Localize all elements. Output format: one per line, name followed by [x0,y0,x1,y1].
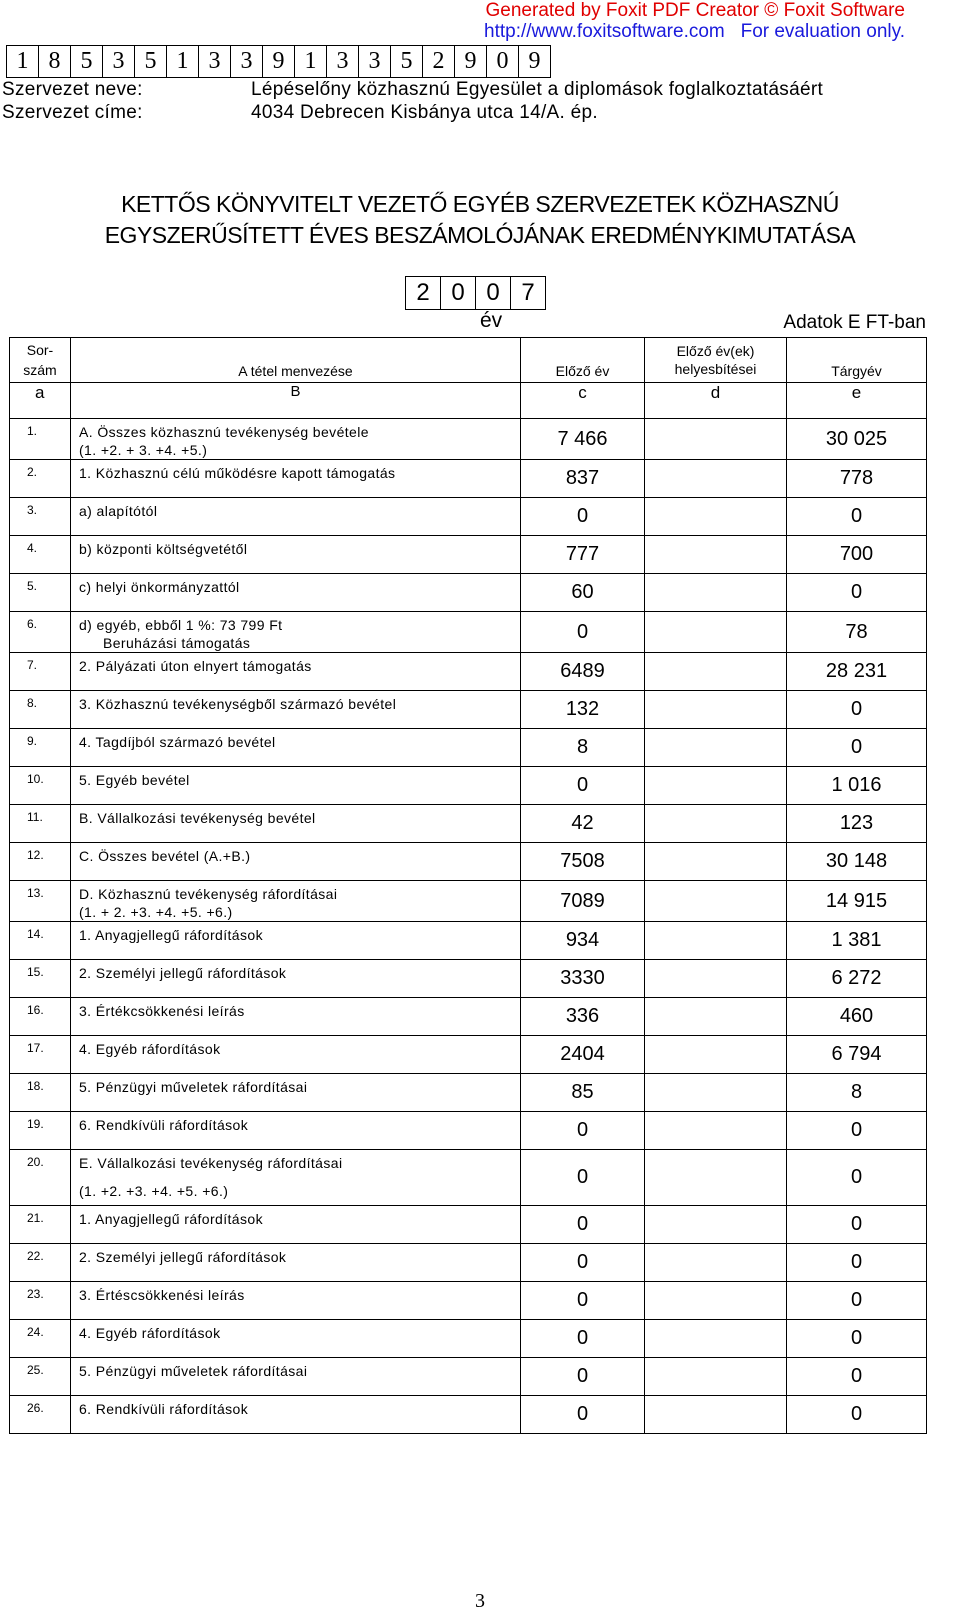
row-correction [645,1320,787,1358]
tax-id-digit: 5 [390,45,423,78]
table-row [10,612,927,653]
row-label [71,1396,521,1434]
row-label-line-1: 2. Személyi jellegű ráfordítások [79,1249,287,1265]
row-label-line-1: 2. Személyi jellegű ráfordítások [79,965,287,981]
row-prev-year: 336 [521,998,645,1036]
org-name-label: Szervezet neve: [2,79,143,100]
row-label-line-2: (1. +2. +3. +4. +5. +6.) [79,1183,229,1199]
row-correction [645,881,787,922]
row-label-line-2: Beruházási támogatás [103,635,251,651]
tax-id-digit: 9 [262,45,295,78]
row-number: 2. [10,460,71,498]
row-label [71,574,521,612]
row-correction [645,960,787,998]
header-prev-text: Előző év [555,363,610,379]
row-label [71,1036,521,1074]
watermark-line-1: Generated by Foxit PDF Creator © Foxit Software [485,0,905,21]
row-correction [645,1396,787,1434]
col-letter-d: d [645,383,787,419]
row-label-line-1: c) helyi önkormányzattól [79,579,240,595]
tax-id-digit: 1 [294,45,327,78]
row-label [71,653,521,691]
report-title-line-1: KETTŐS KÖNYVITELT VEZETŐ EGYÉB SZERVEZETEK KÖZHASZNÚ [121,191,839,217]
row-correction [645,1206,787,1244]
row-label-line-1: 3. Közhasznú tevékenységből származó bevétel [79,696,397,712]
row-label-line-1: 4. Egyéb ráfordítások [79,1325,221,1341]
row-label-line-1: 3. Értékcsökkenési leírás [79,1003,245,1019]
row-label [71,729,521,767]
row-label-line-1: 1. Közhasznú célú működésre kapott támogatás [79,465,396,481]
row-label [71,1150,521,1206]
row-current-year: 0 [787,1320,927,1358]
row-prev-year: 0 [521,767,645,805]
col-letter-c: c [521,383,645,419]
col-letter-a: a [10,383,71,419]
tax-id-digit: 3 [230,45,263,78]
tax-id-digit: 9 [454,45,487,78]
row-prev-year: 2404 [521,1036,645,1074]
tax-id-digit: 3 [198,45,231,78]
row-number: 25. [10,1358,71,1396]
row-number: 10. [10,767,71,805]
row-label-line-1: 5. Egyéb bevétel [79,772,190,788]
year-digit: 2 [405,276,441,310]
row-prev-year: 0 [521,1150,645,1206]
table-row [10,843,927,881]
table-row [10,805,927,843]
row-number: 11. [10,805,71,843]
row-label [71,612,521,653]
report-title-line-2: EGYSZERŰSÍTETT ÉVES BESZÁMOLÓJÁNAK EREDMÉNYKIMUTATÁSA [104,222,856,248]
table-row [10,1112,927,1150]
row-correction [645,653,787,691]
row-label-line-1: 6. Rendkívüli ráfordítások [79,1117,249,1133]
report-title [0,189,960,251]
tax-id-digit: 2 [422,45,455,78]
row-correction [645,922,787,960]
row-label-line-1: 4. Egyéb ráfordítások [79,1041,221,1057]
row-number: 5. [10,574,71,612]
row-number: 1. [10,419,71,460]
row-number: 24. [10,1320,71,1358]
year-digit: 0 [440,276,476,310]
row-current-year: 700 [787,536,927,574]
row-label [71,1112,521,1150]
row-prev-year: 934 [521,922,645,960]
row-correction [645,1074,787,1112]
row-number: 8. [10,691,71,729]
table-row [10,1036,927,1074]
row-prev-year: 6489 [521,653,645,691]
year-boxes [406,276,546,310]
table-row [10,1150,927,1206]
row-label [71,843,521,881]
row-current-year: 0 [787,1150,927,1206]
row-current-year: 1 016 [787,767,927,805]
row-label [71,1282,521,1320]
row-label [71,460,521,498]
table-row [10,691,927,729]
row-current-year: 0 [787,1358,927,1396]
row-prev-year: 0 [521,612,645,653]
row-prev-year: 0 [521,498,645,536]
row-number: 16. [10,998,71,1036]
row-label-line-2: (1. +2. + 3. +4. +5.) [79,442,208,458]
header-corr-text: Előző év(ek) helyesbítései [674,343,757,377]
row-number: 15. [10,960,71,998]
row-current-year: 0 [787,691,927,729]
row-current-year: 8 [787,1074,927,1112]
row-label [71,419,521,460]
unit-label: Adatok E FT-ban [783,312,926,333]
row-label [71,805,521,843]
year-digit: 0 [475,276,511,310]
tax-id-digit: 3 [326,45,359,78]
tax-id-digit: 0 [486,45,519,78]
table-row [10,574,927,612]
row-label-line-1: 4. Tagdíjból származó bevétel [79,734,276,750]
header-prev [521,338,645,383]
row-label-line-1: 1. Anyagjellegű ráfordítások [79,927,263,943]
row-number: 22. [10,1244,71,1282]
row-label [71,881,521,922]
row-number: 7. [10,653,71,691]
row-correction [645,998,787,1036]
row-number: 14. [10,922,71,960]
row-label-line-1: b) központi költségvetétől [79,541,248,557]
table-row [10,998,927,1036]
row-prev-year: 0 [521,1396,645,1434]
row-label [71,922,521,960]
tax-id-digit: 3 [102,45,135,78]
row-correction [645,843,787,881]
tax-id-digit: 5 [70,45,103,78]
row-prev-year: 7089 [521,881,645,922]
row-current-year: 0 [787,1244,927,1282]
row-label [71,1206,521,1244]
row-correction [645,1036,787,1074]
row-prev-year: 0 [521,1320,645,1358]
header-curr-text: Tárgyév [831,363,882,379]
row-current-year: 30 148 [787,843,927,881]
row-label-line-1: B. Vállalkozási tevékenység bevétel [79,810,316,826]
page-number: 3 [475,1590,485,1612]
row-prev-year: 0 [521,1112,645,1150]
row-current-year: 0 [787,574,927,612]
header-sorszam [10,338,71,383]
row-number: 17. [10,1036,71,1074]
org-address-value: 4034 Debrecen Kisbánya utca 14/A. ép. [251,102,598,123]
row-label-line-1: 6. Rendkívüli ráfordítások [79,1401,249,1417]
row-number: 13. [10,881,71,922]
row-label-line-1: 5. Pénzügyi műveletek ráfordításai [79,1363,308,1379]
row-label-line-1: A. Összes közhasznú tevékenység bevétele [79,424,369,440]
table-row [10,1396,927,1434]
row-prev-year: 132 [521,691,645,729]
table-row [10,1074,927,1112]
row-current-year: 0 [787,1282,927,1320]
tax-id-digit: 5 [134,45,167,78]
row-prev-year: 42 [521,805,645,843]
row-prev-year: 777 [521,536,645,574]
table-row [10,498,927,536]
row-label [71,1320,521,1358]
table-row [10,767,927,805]
table-row [10,419,927,460]
row-number: 20. [10,1150,71,1206]
income-statement-table [9,337,927,1434]
watermark-line-2: http://www.foxitsoftware.com For evaluation only. [484,21,905,42]
row-correction [645,574,787,612]
table-row [10,922,927,960]
year-digit: 7 [510,276,546,310]
row-current-year: 778 [787,460,927,498]
row-label [71,691,521,729]
row-correction [645,1282,787,1320]
row-prev-year: 60 [521,574,645,612]
row-current-year: 14 915 [787,881,927,922]
header-row [10,338,927,383]
row-correction [645,419,787,460]
row-label-line-1: 5. Pénzügyi műveletek ráfordításai [79,1079,308,1095]
table-row [10,1282,927,1320]
row-current-year: 6 794 [787,1036,927,1074]
row-label [71,960,521,998]
row-number: 12. [10,843,71,881]
row-label [71,767,521,805]
row-label-line-1: d) egyéb, ebből 1 %: 73 799 Ft [79,617,283,633]
row-current-year: 0 [787,498,927,536]
row-label-line-1: C. Összes bevétel (A.+B.) [79,848,251,864]
row-current-year: 0 [787,729,927,767]
row-label-line-1: a) alapítótól [79,503,158,519]
tax-id-digit: 1 [166,45,199,78]
table-row [10,1358,927,1396]
row-current-year: 1 381 [787,922,927,960]
row-number: 26. [10,1396,71,1434]
row-correction [645,1244,787,1282]
row-prev-year: 3330 [521,960,645,998]
row-number: 21. [10,1206,71,1244]
col-letter-b: B [71,383,521,419]
row-correction [645,1358,787,1396]
table-row [10,1320,927,1358]
org-name-value: Lépéselőny közhasznú Egyesület a diplomások foglalkoztatásáért [251,79,824,100]
row-current-year: 0 [787,1396,927,1434]
table-row [10,536,927,574]
tax-id-digit: 3 [358,45,391,78]
col-letter-e: e [787,383,927,419]
row-correction [645,1112,787,1150]
header-item [71,338,521,383]
table-row [10,729,927,767]
row-correction [645,612,787,653]
row-correction [645,460,787,498]
table-row [10,460,927,498]
row-prev-year: 0 [521,1282,645,1320]
row-number: 23. [10,1282,71,1320]
row-label-line-1: E. Vállalkozási tevékenység ráfordításai [79,1155,343,1171]
row-label [71,536,521,574]
row-current-year: 30 025 [787,419,927,460]
row-number: 19. [10,1112,71,1150]
row-correction [645,536,787,574]
table-row [10,960,927,998]
row-prev-year: 0 [521,1206,645,1244]
tax-id-boxes [7,45,551,78]
row-current-year: 0 [787,1112,927,1150]
row-correction [645,767,787,805]
row-prev-year: 0 [521,1358,645,1396]
row-label-line-1: 2. Pályázati úton elnyert támogatás [79,658,312,674]
row-number: 18. [10,1074,71,1112]
org-address-label: Szervezet címe: [2,102,143,123]
row-prev-year: 837 [521,460,645,498]
row-label-line-1: 3. Értéscsökkenési leírás [79,1287,245,1303]
table-row [10,881,927,922]
row-current-year: 123 [787,805,927,843]
row-number: 3. [10,498,71,536]
table-row [10,1206,927,1244]
tax-id-digit: 8 [38,45,71,78]
row-label [71,498,521,536]
row-current-year: 0 [787,1206,927,1244]
row-label [71,998,521,1036]
row-label-line-2: (1. + 2. +3. +4. +5. +6.) [79,904,233,920]
row-prev-year: 7508 [521,843,645,881]
header-szam: szám [23,362,57,378]
row-number: 9. [10,729,71,767]
row-correction [645,498,787,536]
header-corr [645,338,787,383]
row-correction [645,691,787,729]
row-label [71,1358,521,1396]
year-label: év [480,309,503,332]
row-current-year: 78 [787,612,927,653]
row-label-line-1: D. Közhasznú tevékenység ráfordításai [79,886,338,902]
row-correction [645,805,787,843]
header-item-text: A tétel menvezése [238,363,353,379]
row-prev-year: 8 [521,729,645,767]
row-label-line-1: 1. Anyagjellegű ráfordítások [79,1211,263,1227]
row-correction [645,1150,787,1206]
row-prev-year: 85 [521,1074,645,1112]
tax-id-digit: 1 [6,45,39,78]
row-correction [645,729,787,767]
row-number: 6. [10,612,71,653]
table-row [10,1244,927,1282]
header-curr [787,338,927,383]
row-number: 4. [10,536,71,574]
tax-id-digit: 9 [518,45,551,78]
header-sor: Sor- [26,342,54,358]
row-current-year: 6 272 [787,960,927,998]
table-row [10,653,927,691]
row-current-year: 460 [787,998,927,1036]
column-letter-row [10,383,927,419]
row-label [71,1244,521,1282]
row-current-year: 28 231 [787,653,927,691]
row-prev-year: 7 466 [521,419,645,460]
row-label [71,1074,521,1112]
row-prev-year: 0 [521,1244,645,1282]
